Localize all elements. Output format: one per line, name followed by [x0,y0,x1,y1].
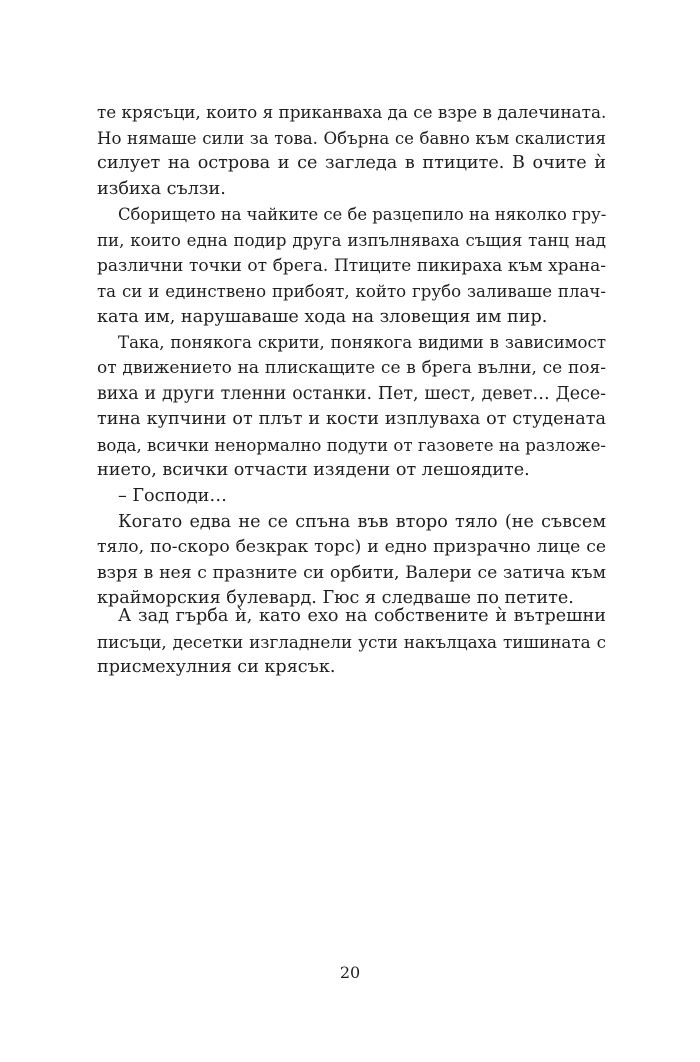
main-text-block [97,100,606,612]
page-number: 20 [339,963,361,982]
paragraph [97,202,606,330]
text-line: – Господи… [118,485,227,506]
text-line: ката им, нарушаваше хода на зловещия им пир. [97,306,548,327]
text-line: взря в нея с празните си орбити, Валери се затича към [97,562,606,583]
paragraph [97,510,606,612]
text-line: писъци, десетки изгладнели усти накълцаха тишината с [97,631,606,652]
text-line: пи, които една подир друга изпълняваха същия танц над [97,230,606,250]
paragraph [97,330,606,484]
text-line: те крясъци, които я приканваха да се взре в далечината. [97,102,607,122]
text-line: тяло, по-скоро безкрак торс) и едно призрачно лице се [97,537,606,558]
text-line: Сборището на чайките се бе разцепило на няколко гру- [118,205,607,225]
closing-text-block [97,604,606,681]
text-line: силует на острова и се загледа в птиците. В очите ѝ [97,153,606,174]
text-line: Така, понякога скрити, понякога видими в зависимост [118,333,606,353]
paragraph [97,604,606,681]
text-line: А зад гърба ѝ, като ехо на собствените ѝ вътрешни [118,606,606,626]
text-line: Когато едва не се спъна във второ тяло (не съвсем [118,511,606,532]
text-line: крайморския булевард. Гюс я следваше по петите. [97,588,574,609]
text-line: избиха сълзи. [97,178,226,199]
paragraph [97,100,606,202]
text-line: различни точки от брега. Птиците пикираха към храна- [97,255,606,276]
text-line: нието, всички отчасти изядени от лешоядите. [97,460,530,481]
text-line: виха и други тленни останки. Пет, шест, девет… Десе- [97,383,606,404]
text-line: вода, всички ненормално подути от газовете на разложе- [97,435,606,455]
text-line: присмехулния си крясък. [97,657,336,678]
text-line: Но нямаше сили за това. Обърна се бавно към скалистия [97,128,606,148]
text-line: та си и единствено прибоят, който грубо заливаше плач- [97,282,606,302]
text-line: от движението на плискащите се в брега вълни, се поя- [97,357,606,378]
text-line: тина купчини от плът и кости изплуваха от студената [97,409,606,430]
dialogue-line [97,484,606,510]
